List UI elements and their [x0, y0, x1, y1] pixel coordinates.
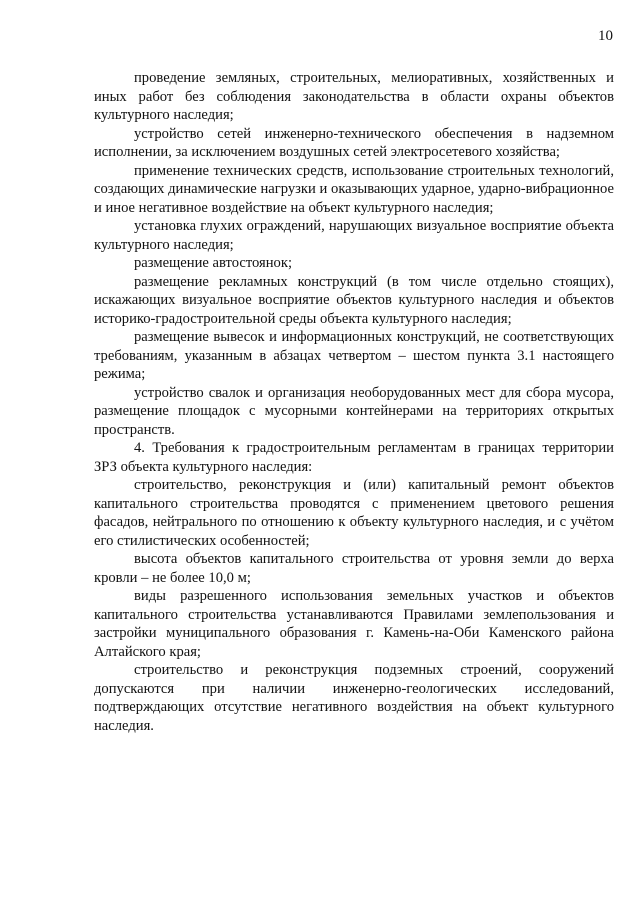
paragraph-signage: размещение вывесок и информационных конструкций, не соответствующих требованиям, указанным в абзацах четвертом – шестом пункта 3.1 настоящего режима;: [94, 329, 614, 382]
paragraph-facade-color: строительство, реконструкция и (или) капитальный ремонт объектов капитального строительства проводятся с применением цветового решения фасадов, нейтрального по отношению к объекту культурного наследия, и с учётом его стилистических особенностей;: [94, 477, 614, 549]
paragraph-technical-means: применение технических средств, использование строительных технологий, создающих динамические нагрузки и оказывающих ударное, ударно-вибрационное и иное негативное воздействие на объект культурного наследия;: [94, 162, 614, 216]
paragraph-engineering-networks: устройство сетей инженерно-технического обеспечения в надземном исполнении, за исключением воздушных сетей электросетевого хозяйства;: [94, 125, 614, 160]
paragraph-advertising: размещение рекламных конструкций (в том числе отдельно стоящих), искажающих визуальное восприятие объектов культурного наследия и объектов историко-градостроительной среды объекта культурного наследия;: [94, 273, 614, 327]
document-body: [94, 69, 614, 735]
paragraph-height-limit: высота объектов капитального строительства от уровня земли до верха кровли – не более 10,0 м;: [94, 551, 614, 586]
paragraph-permitted-use: виды разрешенного использования земельных участков и объектов капитального строительства устанавливаются Правилами землепользования и застройки муниципального образования г. Камень-на-Оби Каменского района Алтайского края;: [94, 588, 614, 660]
paragraph-waste: устройство свалок и организация необорудованных мест для сбора мусора, размещение площадок с мусорными контейнерами на территориях открытых пространств.: [94, 384, 614, 438]
paragraph-parking: размещение автостоянок;: [134, 255, 293, 271]
paragraph-solid-fences: установка глухих ограждений, нарушающих визуальное восприятие объекта культурного наследия;: [94, 218, 614, 253]
page-number: 10: [598, 28, 613, 44]
paragraph-underground: строительство и реконструкция подземных строений, сооружений допускаются при наличии инженерно-геологических исследований, подтверждающих отсутствие негативного воздействия на объект культурного наследия.: [94, 662, 614, 734]
paragraph-earthworks: проведение земляных, строительных, мелиоративных, хозяйственных и иных работ без соблюдения законодательства в области охраны объектов культурного наследия;: [94, 70, 614, 123]
section-4-heading: 4. Требования к градостроительным регламентам в границах территории ЗРЗ объекта культурного наследия:: [94, 440, 614, 475]
